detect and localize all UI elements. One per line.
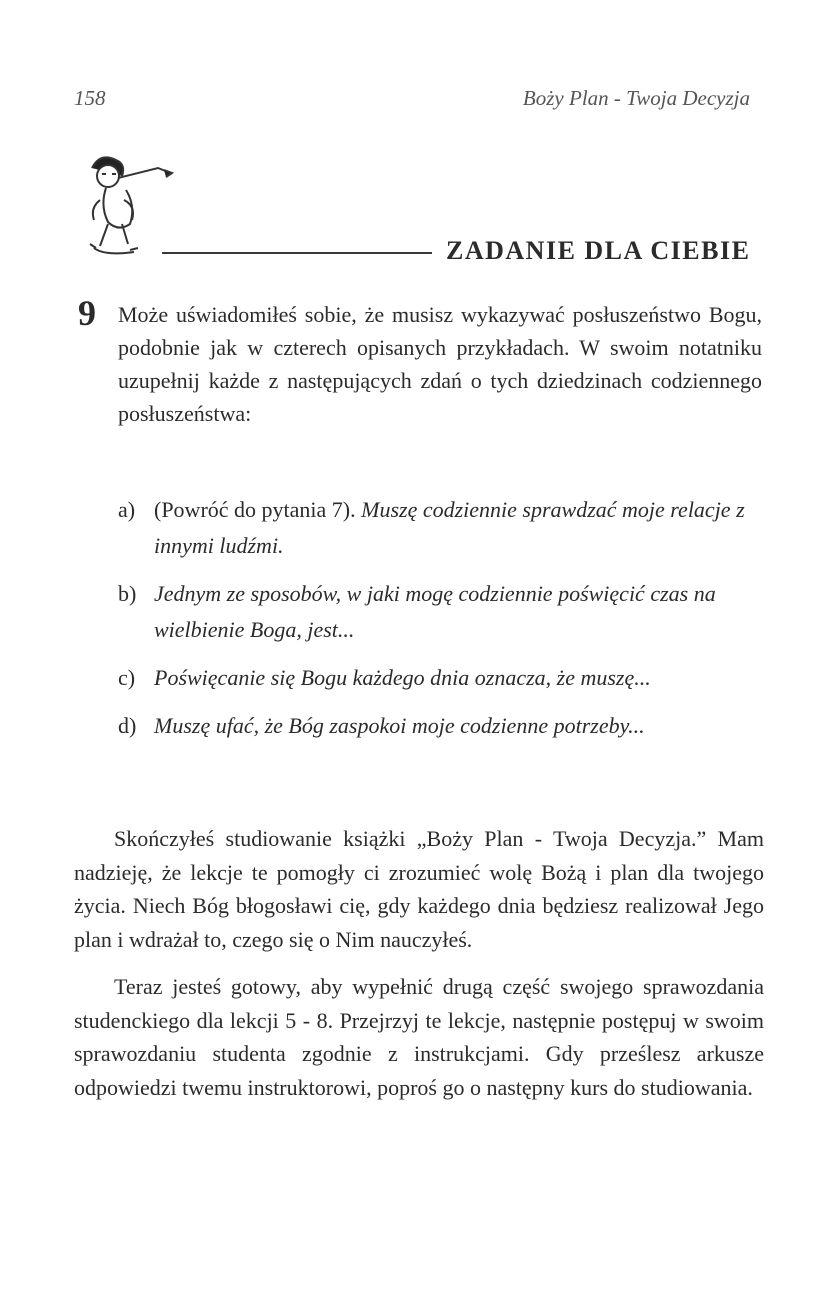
- item-sentence: Muszę codziennie sprawdzać moje relacje z innymi ludźmi.: [154, 497, 745, 558]
- item-sentence: Muszę ufać, że Bóg zaspokoi moje codzienne potrzeby...: [154, 713, 645, 738]
- task-item-b: [118, 576, 762, 648]
- task-intro: Może uświadomiłeś sobie, że musisz wykazywać posłuszeństwo Bogu, podobnie jak w czterech opisanych przykładach. W swoim notatniku uzupełnij każde z następujących zdań o tych dziedzinach codziennego posłuszeństwa:: [118, 302, 762, 426]
- item-sentence: Poświęcanie się Bogu każdego dnia oznacza, że muszę...: [154, 665, 651, 690]
- closing-section: [74, 822, 764, 1118]
- closing-paragraph-2: Teraz jesteś gotowy, aby wypełnić drugą część swojego sprawozdania studenckiego dla lekcji 5 - 8. Przejrzyj te lekcje, następnie postępuj w swoim sprawozdaniu studenta zgodnie z instrukcjami. Gdy prześlesz arkusze odpowiedzi twemu instruktorowi, poproś go o następny kurs do studiowania.: [74, 974, 764, 1100]
- item-letter: d): [118, 713, 137, 738]
- task-item-a: [118, 492, 762, 564]
- task-item-d: [118, 708, 762, 744]
- task-items-list: [118, 492, 762, 756]
- running-header: Boży Plan - Twoja Decyzja: [522, 86, 750, 110]
- task-item-c: [118, 660, 762, 696]
- page-number: 158: [74, 86, 106, 110]
- item-letter: a): [118, 497, 136, 522]
- student-writing-icon: [72, 140, 192, 270]
- item-prefix: (Powróć do pytania 7).: [154, 497, 362, 522]
- section-rule: [162, 252, 432, 254]
- section-title: ZADANIE DLA CIEBIE: [446, 236, 751, 265]
- item-letter: b): [118, 581, 137, 606]
- item-letter: c): [118, 665, 136, 690]
- closing-paragraph-1: Skończyłeś studiowanie książki „Boży Plan - Twoja Decyzja.” Mam nadzieję, że lekcje te pomogły ci zrozumieć wolę Bożą i plan dla twojego życia. Niech Bóg błogosławi cię, gdy każdego dnia będziesz realizował Jego plan i wdrażał to, czego się o Nim nauczyłeś.: [74, 826, 764, 952]
- item-sentence: Jednym ze sposobów, w jaki mogę codziennie poświęcić czas na wielbienie Boga, jest...: [154, 581, 716, 642]
- task-number: 9: [78, 293, 96, 333]
